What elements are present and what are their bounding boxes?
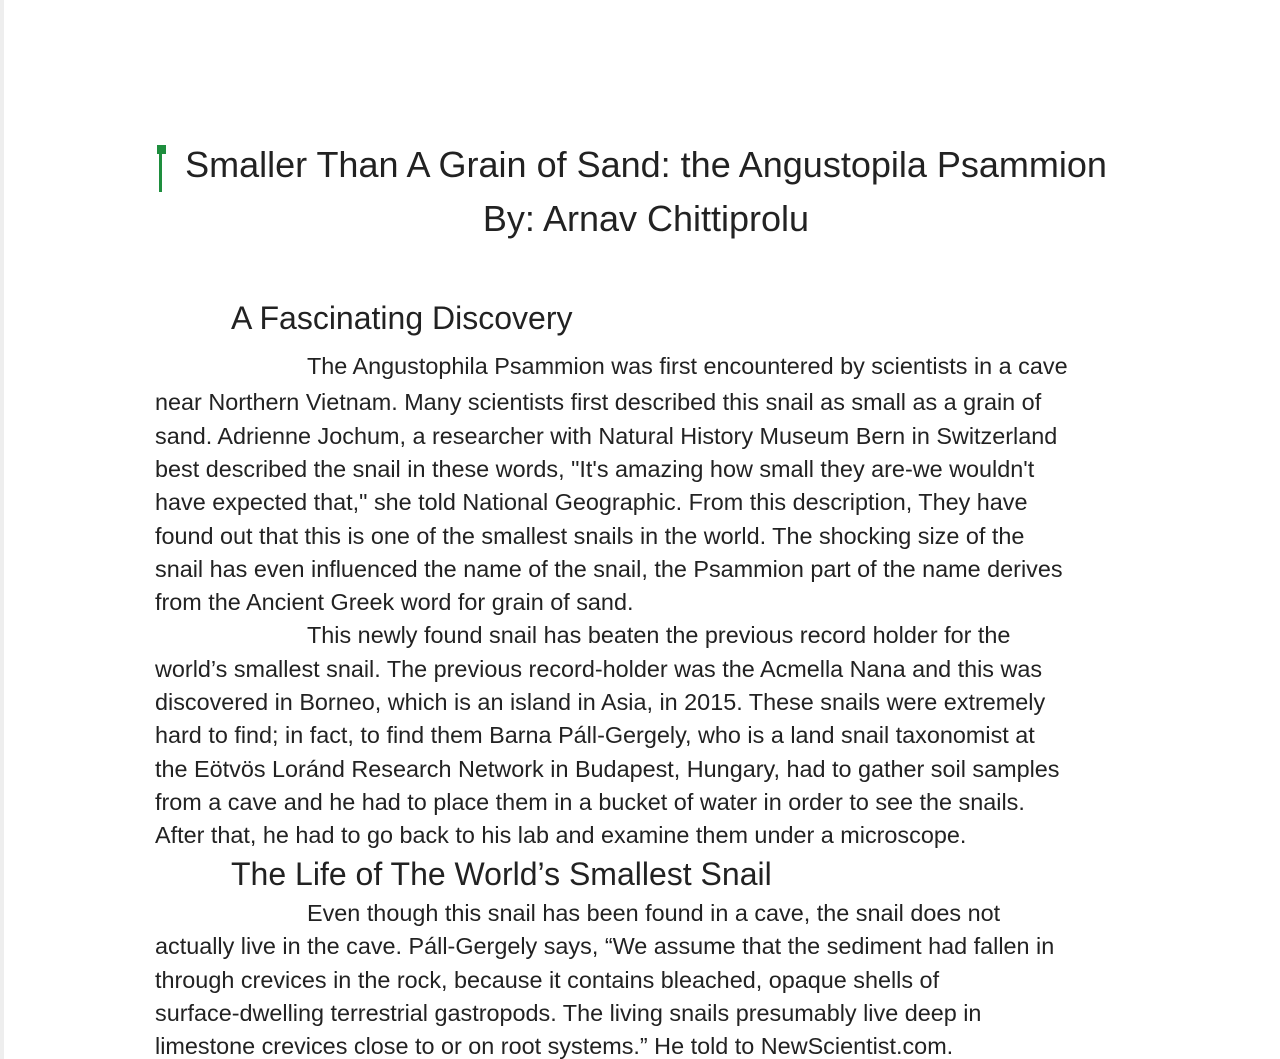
paragraph-line: This newly found snail has beaten the previous record holder for the: [307, 622, 1011, 648]
section-heading-life: The Life of The World’s Smallest Snail: [231, 856, 772, 892]
paragraph-line: surface-dwelling terrestrial gastropods. The living snails presumably live deep in: [155, 1000, 982, 1026]
paragraph-line: from a cave and he had to place them in a bucket of water in order to see the snails.: [155, 789, 1025, 815]
paragraph-line: hard to find; in fact, to find them Barna Páll-Gergely, who is a land snail taxonomist at: [155, 722, 1035, 748]
section-heading-discovery: A Fascinating Discovery: [231, 300, 573, 336]
paragraph-line: found out that this is one of the smallest snails in the world. The shocking size of the: [155, 523, 1025, 549]
paragraph-line: the Eötvös Loránd Research Network in Budapest, Hungary, had to gather soil samples: [155, 756, 1060, 782]
paragraph-line: discovered in Borneo, which is an island in Asia, in 2015. These snails were extremely: [155, 689, 1046, 715]
paragraph-line: near Northern Vietnam. Many scientists first described this snail as small as a grain of: [155, 389, 1042, 415]
paragraph-line: After that, he had to go back to his lab and examine them under a microscope.: [155, 822, 967, 848]
paragraph-line: Even though this snail has been found in a cave, the snail does not: [307, 900, 1001, 926]
paragraph-line: The Angustophila Psammion was first encountered by scientists in a cave: [307, 353, 1068, 379]
paragraph-line: limestone crevices close to or on root systems.” He told to NewScientist.com.: [155, 1033, 954, 1059]
paragraph-line: actually live in the cave. Páll-Gergely says, “We assume that the sediment had fallen in: [155, 933, 1055, 959]
paragraph-line: through crevices in the rock, because it contains bleached, opaque shells of: [155, 967, 940, 993]
document-byline: By: Arnav Chittiprolu: [482, 198, 810, 239]
paragraph-line: have expected that," she told National Geographic. From this description, They have: [155, 489, 1028, 515]
document-title: Smaller Than A Grain of Sand: the Angustopila Psammion: [185, 144, 1107, 185]
paragraph-line: world’s smallest snail. The previous record-holder was the Acmella Nana and this was: [155, 656, 1043, 682]
paragraph-line: best described the snail in these words, "It's amazing how small they are-we wouldn't: [155, 456, 1035, 482]
paragraph-line: sand. Adrienne Jochum, a researcher with Natural History Museum Bern in Switzerland: [155, 423, 1058, 449]
paragraph-line: snail has even influenced the name of the snail, the Psammion part of the name derives: [155, 556, 1063, 582]
paragraph-line: from the Ancient Greek word for grain of sand.: [155, 589, 634, 615]
